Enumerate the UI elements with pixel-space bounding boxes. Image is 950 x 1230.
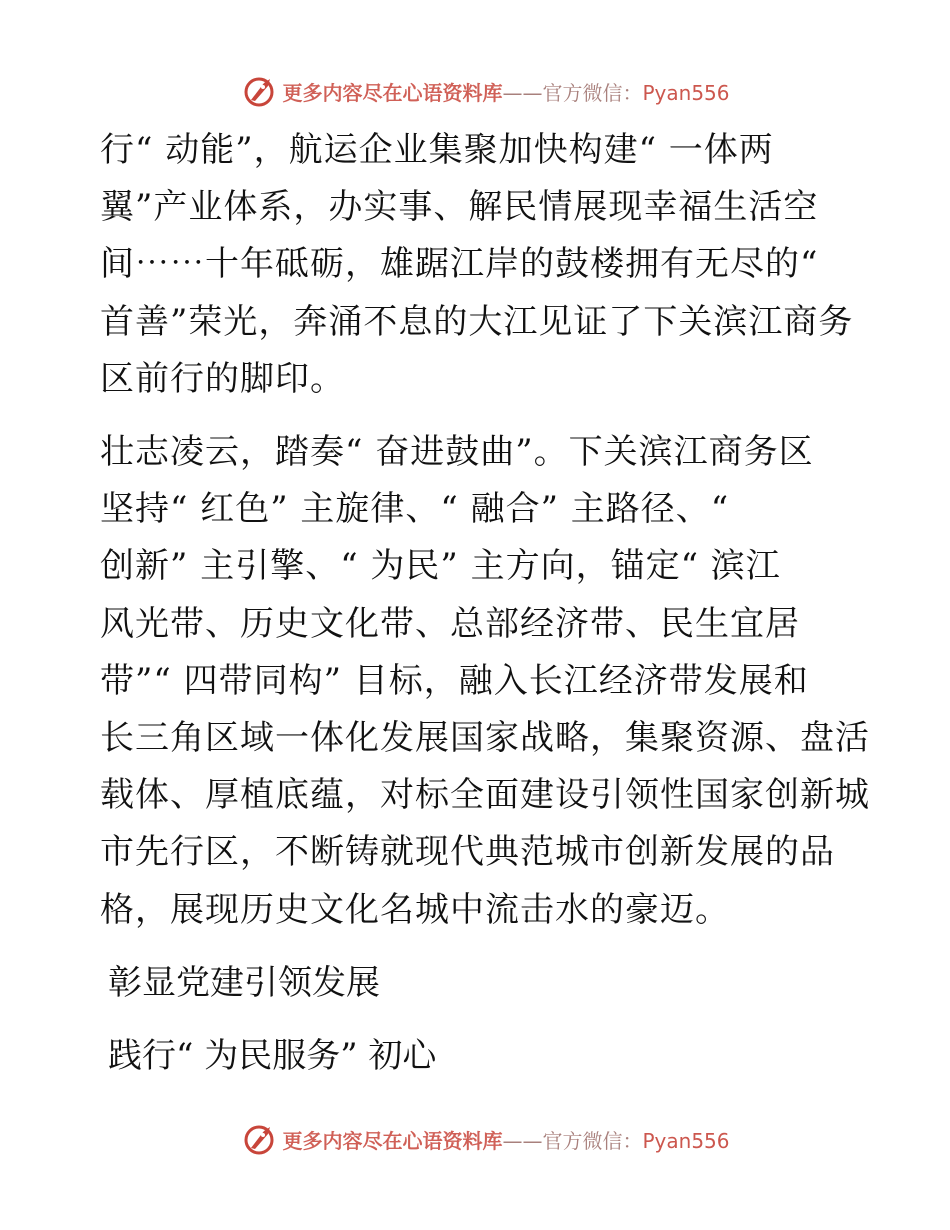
text-line: 区前行的脚印。 xyxy=(100,358,345,399)
banner-dash: —— xyxy=(502,80,543,105)
text-line: 首善”荣光，奔涌不息的大江见证了下关滨江商务 xyxy=(100,301,854,342)
footer-wechat-label: 官方微信： xyxy=(542,1128,643,1153)
pen-nib-logo-icon xyxy=(242,1121,278,1157)
text-line: 载体、厚植底蕴，对标全面建设引领性国家创新城 xyxy=(100,775,870,816)
banner-wechat-id: Pyan556 xyxy=(642,80,730,105)
text-line: 格，展现历史文化名城中流击水的豪迈。 xyxy=(100,889,730,930)
paragraph-1 xyxy=(100,122,860,408)
text-line: 间⋯⋯十年砥砺，雄踞江岸的鼓楼拥有无尽的“ xyxy=(100,244,819,285)
text-line: 市先行区，不断铸就现代典范城市创新发展的品 xyxy=(100,832,835,873)
footer-title: 更多内容尽在心语资料库 xyxy=(282,1128,503,1153)
document-body xyxy=(100,122,870,1085)
text-line: 风光带、历史文化带、总部经济带、民生宜居 xyxy=(100,603,800,644)
pen-nib-logo-icon xyxy=(242,73,278,109)
text-line: 翼”产业体系，办实事、解民情展现幸福生活空 xyxy=(100,187,819,228)
footer-dash: —— xyxy=(502,1128,543,1153)
text-line: 坚持“ 红色” 主旋律、“ 融合” 主路径、“ xyxy=(100,489,730,530)
text-line: 长三角区域一体化发展国家战略，集聚资源、盘活 xyxy=(100,718,870,759)
text-line: 行“ 动能”，航运企业集聚加快构建“ 一体两 xyxy=(100,130,774,170)
text-line: 壮志凌云，踏奏“ 奋进鼓曲”。下关滨江商务区 xyxy=(100,432,814,473)
banner-wechat-label: 官方微信： xyxy=(542,80,643,105)
banner-title: 更多内容尽在心语资料库 xyxy=(282,80,503,105)
footer-wechat-id: Pyan556 xyxy=(642,1128,730,1153)
paragraph-2 xyxy=(100,424,870,939)
text-line: 带”“ 四带同构” 目标，融入长江经济带发展和 xyxy=(100,660,809,701)
header-banner xyxy=(0,71,950,111)
section-heading-1: 彰显党建引领发展 xyxy=(108,962,380,1003)
section-heading-2: 践行“ 为民服务” 初心 xyxy=(108,1035,437,1076)
text-line: 创新” 主引擎、“ 为民” 主方向，锚定“ 滨江 xyxy=(100,546,781,587)
footer-banner xyxy=(0,1119,950,1159)
